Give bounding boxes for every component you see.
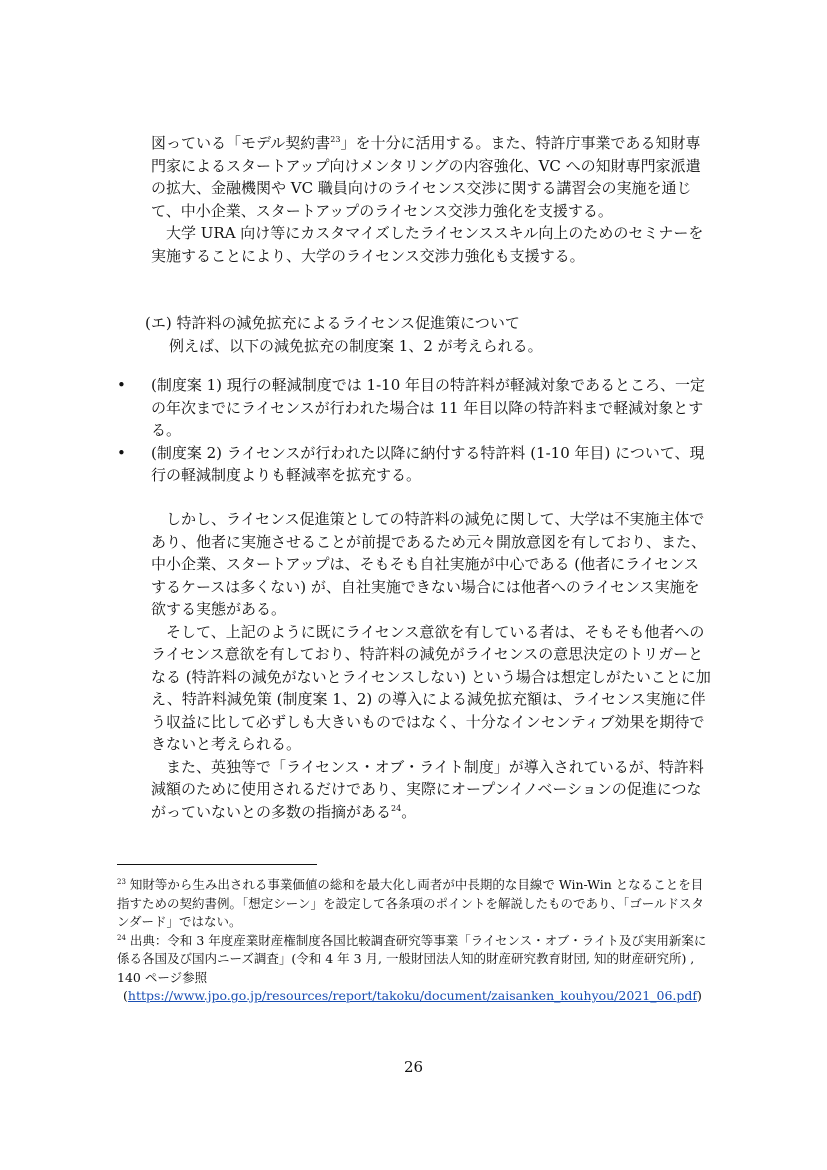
- paragraph-incentive: そして、上記のように既にライセンス意欲を有している者は、そもそも他者へのライセンス意欲を有しており、特許料の減免がライセンスの意思決定のトリガーとなる (特許料の減免がないとライセンスしない) という場合は想定しがたいことに加え、特許料減免策 (制度案 1、2) の導入による減免拡充額は、ライセンス実施に伴う収益に比して必ずしも大きいものではなく、十分なインセンティブ効果を期待できないと考えられる。: [151, 622, 711, 753]
- section-heading-block: [145, 312, 725, 357]
- body-text-bottom: [151, 508, 711, 823]
- paragraph-university-sme: しかし、ライセンス促進策としての特許料の減免に関して、大学は不実施主体であり、他者に実施させることが前提であるため元々開放意図を有しており、また、中小企業、スタートアップは、そもそも自社実施が中心である (他者にライセンスするケースは多くない) が、自社実施できない場合には他者へのライセンス実施を欲する実態がある。: [151, 510, 707, 618]
- bullet-marker: •: [117, 376, 126, 394]
- footnote-24: $^{24}$ 出典：令和 3 年度産業財産権制度各国比較調査研究等事業「ライセンス・オブ・ライト及び実用新案に係る各国及び国内ニーズ調査」(令和 4 年 3 月, 一般財団法人知的財産研究教育財団, 知的財産研究所) , 140 ページ参照: [117, 932, 707, 985]
- footnote-23: $^{23}$ 知財等から生み出される事業価値の総和を最大化し両者が中長期的な目線で Win-Win となることを目指すための契約書例。「想定シーン」を設定して各条項のポイントを解説したものであり、「ゴールドスタンダード」ではない。: [117, 877, 704, 929]
- footnote-ref-23[interactable]: 23: [330, 135, 341, 144]
- list-item: • (制度案 1) 現行の軽減制度では 1-10 年目の特許料が軽減対象であるところ、一定の年次までにライセンスが行われた場合は 11 年目以降の特許料まで軽減対象とする。: [117, 376, 706, 439]
- footnote-ref-24[interactable]: 24: [391, 803, 402, 813]
- source-report-link[interactable]: https://www.jpo.go.jp/resources/report/takoku/document/zaisanken_kouhyou/2021_06.pdf: [127, 988, 698, 1003]
- paragraph-model-contract: 図っている「モデル契約書$^{23}$」を十分に活用する。また、特許庁事業である知財専門家によるスタートアップ向けメンタリングの内容強化、VC への知財専門家派遣の拡大、金融機関や VC 職員向けのライセンス交渉に関する講習会の実施を通じて、中小企業、スタートアップのライセンス交渉力強化を支援する。: [151, 134, 701, 220]
- page-number: 26: [403, 1058, 424, 1076]
- section-intro: 例えば、以下の減免拡充の制度案 1、2 が考えられる。: [169, 336, 543, 355]
- bullet-marker: •: [117, 443, 126, 462]
- section-heading: (エ) 特許料の減免拡充によるライセンス促進策について: [145, 314, 520, 332]
- footnotes: [117, 876, 711, 1006]
- paragraph-university-ura: 大学 URA 向け等にカスタマイズしたライセンススキル向上のためのセミナーを実施することにより、大学のライセンス交渉力強化も支援する。: [151, 224, 704, 265]
- footnote-divider: [117, 864, 317, 865]
- paragraph-license-of-right: また、英独等で「ライセンス・オブ・ライト制度」が導入されているが、特許料減額のために使用されるだけであり、実際にオープンイノベーションの促進につながっていないとの多数の指摘がある$^{24}$。: [151, 757, 704, 821]
- proposal-list: [117, 374, 717, 487]
- body-text-top: [151, 132, 711, 267]
- footnote-24-url-line: (https://www.jpo.go.jp/resources/report/takoku/document/zaisanken_kouhyou/2021_06.pdf): [123, 988, 702, 1003]
- list-item: • (制度案 2) ライセンスが行われた以降に納付する特許料 (1-10 年目) について、現行の軽減制度よりも軽減率を拡充する。: [117, 443, 705, 484]
